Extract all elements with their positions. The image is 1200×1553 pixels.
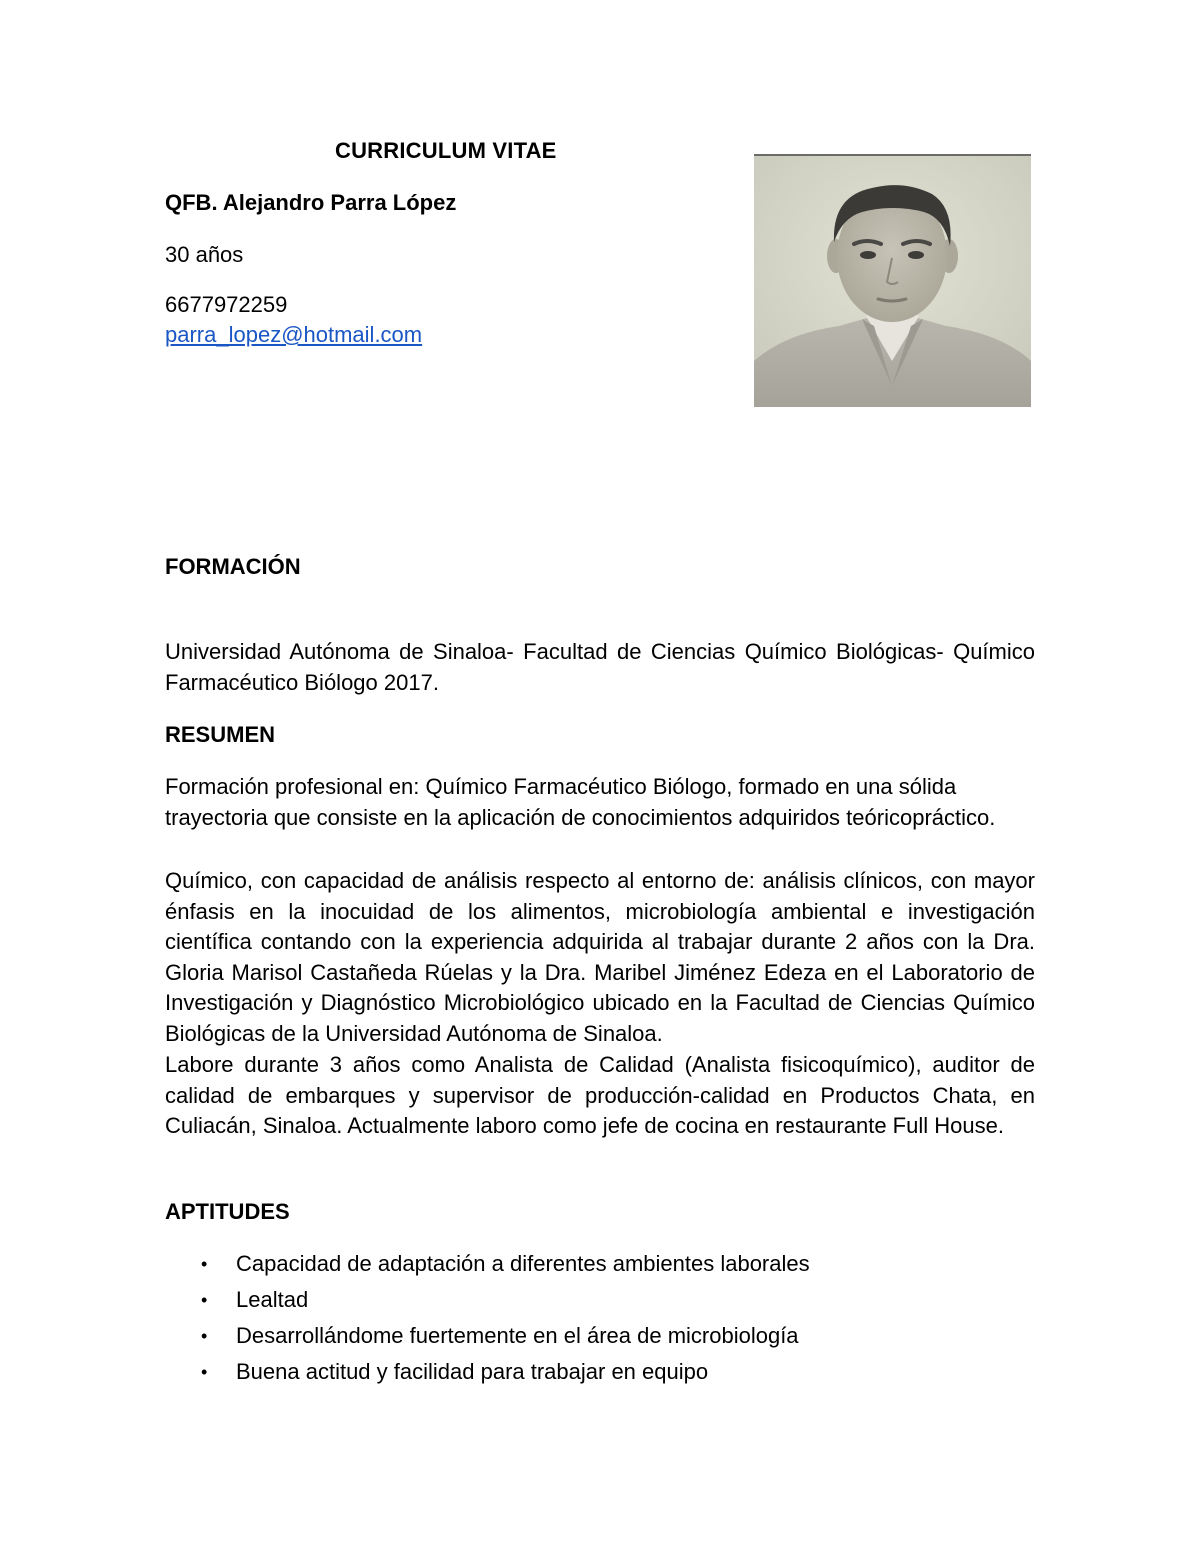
aptitude-text: Capacidad de adaptación a diferentes ambientes laborales [236,1251,810,1276]
candidate-age: 30 años [165,242,244,267]
list-item [165,1249,810,1285]
document-title: CURRICULUM VITAE [335,138,557,163]
candidate-name: QFB. Alejandro Parra López [165,190,457,215]
portrait-illustration [754,156,1031,407]
candidate-email-link[interactable]: parra_lopez@hotmail.com [165,322,423,347]
list-item [165,1357,810,1393]
aptitudes-list [165,1249,810,1393]
aptitude-text: Buena actitud y facilidad para trabajar en equipo [236,1359,709,1384]
list-item [165,1321,810,1357]
resumen-paragraph: Químico, con capacidad de análisis respecto al entorno de: análisis clínicos, con mayor énfasis en la inocuidad de los alimentos, microbiología ambiental e investigación científica contando con la experiencia adquirida al trabajar durante 2 años con la Dra. Gloria Marisol Castañeda Rúelas y la Dra. Maribel Jiménez Edeza en el Laboratorio de Investigación y Diagnóstico Microbiológico ubicado en la Facultad de Ciencias Químico Biológicas de la Universidad Autónoma de Sinaloa. [165,868,1035,1046]
bullet-icon: • [201,1254,208,1274]
resumen-paragraph: Labore durante 3 años como Analista de Calidad (Analista fisicoquímico), auditor de calidad de embarques y supervisor de producción-calidad en Productos Chata, en Culiacán, Sinaloa. Actualmente laboro como jefe de cocina en restaurante Full House. [165,1052,1035,1138]
section-heading-aptitudes: APTITUDES [165,1199,290,1224]
section-heading-formacion: FORMACIÓN [165,554,301,579]
profile-photo [754,154,1031,407]
candidate-phone: 6677972259 [165,292,288,317]
bullet-icon: • [201,1326,208,1346]
bullet-icon: • [201,1362,208,1382]
aptitude-text: Desarrollándome fuertemente en el área de microbiología [236,1323,799,1348]
bullet-icon: • [201,1290,208,1310]
formacion-text: Universidad Autónoma de Sinaloa- Facultad de Ciencias Químico Biológicas- Químico Farmacéutico Biólogo 2017. [165,639,1035,695]
list-item [165,1285,810,1321]
resumen-paragraph: Formación profesional en: Químico Farmacéutico Biólogo, formado en una sólida trayectoria que consiste en la aplicación de conocimientos adquiridos teóricopráctico. [165,774,996,830]
section-heading-resumen: RESUMEN [165,722,276,747]
aptitude-text: Lealtad [236,1287,309,1312]
